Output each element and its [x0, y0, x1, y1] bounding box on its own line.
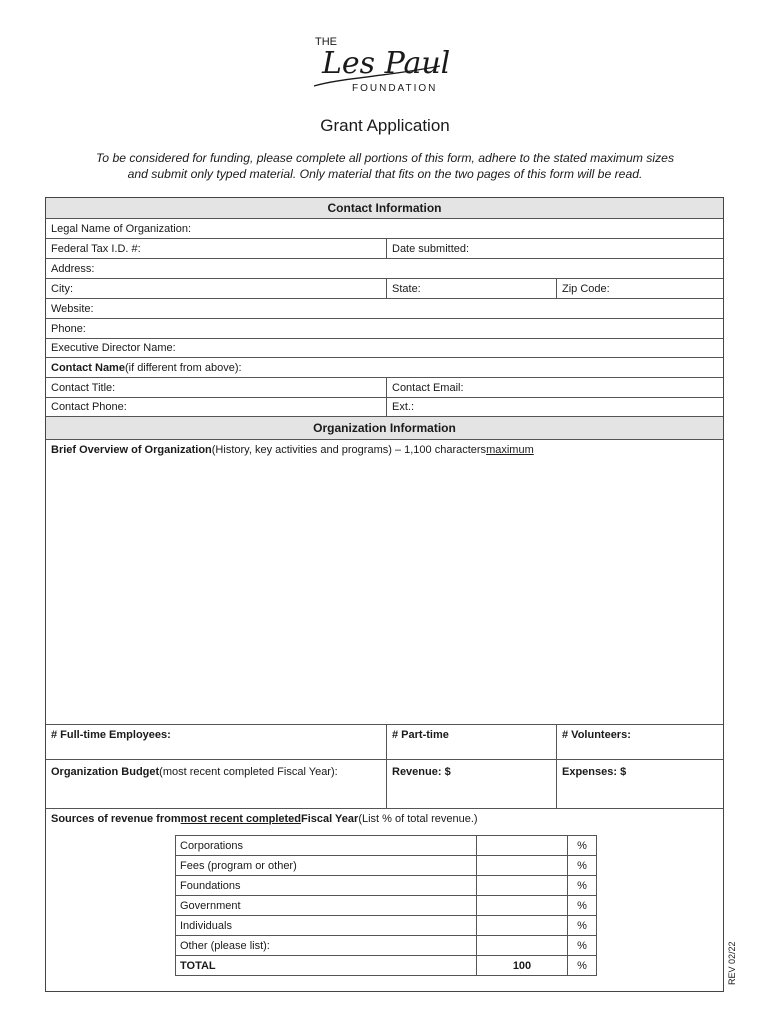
revenue-row — [176, 836, 597, 856]
revision-code: REV 02/22 — [727, 941, 737, 985]
revenue-source-label: Fees (program or other) — [176, 856, 477, 876]
tax-id-field[interactable]: Federal Tax I.D. #: — [51, 242, 141, 255]
part-time-label: # Part-time — [392, 729, 449, 741]
website-row[interactable] — [46, 299, 723, 319]
logo-script: Les Paul — [322, 46, 451, 81]
sources-label — [46, 809, 723, 829]
revenue-field[interactable] — [386, 760, 556, 808]
contact-name-label — [46, 358, 723, 377]
address-label: Address: — [51, 262, 95, 275]
contact-email-field[interactable]: Contact Email: — [386, 378, 723, 397]
overview-label — [46, 440, 723, 724]
revenue-source-percent-sign: % — [568, 956, 597, 976]
overview-row[interactable] — [46, 440, 723, 725]
expenses-label: Expenses: $ — [562, 766, 627, 778]
budget-field[interactable] — [46, 760, 386, 808]
exec-director-label: Executive Director Name: — [51, 342, 176, 354]
legal-name-label: Legal Name of Organization: — [51, 222, 192, 235]
contact-name-row[interactable] — [46, 358, 723, 378]
revenue-source-value[interactable] — [477, 836, 568, 856]
full-time-label: # Full-time Employees: — [51, 729, 171, 741]
volunteers-label: # Volunteers: — [562, 729, 631, 741]
contact-name-note: (if different from above): — [124, 361, 242, 374]
contact-header-label: Contact Information — [46, 198, 723, 218]
expenses-field[interactable] — [556, 760, 723, 808]
city-row — [46, 279, 723, 299]
website-label: Website: — [51, 302, 94, 315]
revenue-source-value[interactable] — [477, 876, 568, 896]
contact-phone-row — [46, 398, 723, 417]
sources-b: Fiscal Year — [301, 813, 359, 825]
phone-row[interactable] — [46, 319, 723, 339]
address-row[interactable] — [46, 259, 723, 279]
revenue-sources-table — [175, 835, 597, 976]
revenue-source-percent-sign: % — [568, 876, 597, 896]
contact-name-bold: Contact Name — [51, 361, 125, 374]
overview-note: (History, key activities and programs) – 1,100 characters — [211, 444, 487, 456]
sources-a: Sources of revenue from — [51, 813, 181, 825]
budget-note: (most recent completed Fiscal Year): — [159, 766, 338, 778]
org-header-label: Organization Information — [46, 417, 723, 439]
revenue-source-percent-sign: % — [568, 896, 597, 916]
contact-phone-field[interactable]: Contact Phone: — [51, 401, 127, 413]
employees-row — [46, 725, 723, 760]
revenue-source-percent-sign: % — [568, 836, 597, 856]
volunteers-field[interactable] — [556, 725, 723, 759]
intro-line-1: To be considered for funding, please complete all portions of this form, adhere to the stated maximum sizes — [95, 151, 675, 165]
revenue-row — [176, 876, 597, 896]
overview-bold: Brief Overview of Organization — [51, 444, 212, 456]
les-paul-foundation-logo — [300, 28, 460, 98]
revenue-source-label: Foundations — [176, 876, 477, 896]
date-submitted-field[interactable]: Date submitted: — [386, 239, 723, 258]
revenue-source-percent-sign: % — [568, 916, 597, 936]
revenue-row — [176, 916, 597, 936]
ext-field[interactable]: Ext.: — [386, 398, 723, 416]
grant-form — [45, 197, 724, 992]
sources-u: most recent completed — [180, 813, 302, 825]
legal-name-row[interactable] — [46, 219, 723, 239]
budget-row — [46, 760, 723, 809]
revenue-source-value[interactable] — [477, 896, 568, 916]
page-title: Grant Application — [320, 116, 450, 135]
revenue-source-percent-sign: % — [568, 856, 597, 876]
revenue-total-row — [176, 956, 597, 976]
contact-title-row — [46, 378, 723, 398]
overview-max: maximum — [486, 444, 534, 456]
revenue-row — [176, 936, 597, 956]
contact-title-field[interactable]: Contact Title: — [51, 381, 116, 394]
revenue-source-value[interactable] — [477, 856, 568, 876]
budget-bold: Organization Budget — [51, 766, 160, 778]
revenue-label: Revenue: $ — [392, 766, 451, 778]
revenue-source-percent-sign: % — [568, 936, 597, 956]
intro-text — [45, 150, 725, 182]
revenue-source-label: Other (please list): — [176, 936, 477, 956]
part-time-field[interactable] — [386, 725, 556, 759]
revenue-row — [176, 856, 597, 876]
org-section-header — [46, 417, 723, 440]
tax-id-row — [46, 239, 723, 259]
city-field[interactable]: City: — [51, 282, 73, 295]
logo-the: THE — [315, 36, 337, 48]
revenue-source-label: Individuals — [176, 916, 477, 936]
contact-section-header — [46, 198, 723, 219]
full-time-field[interactable] — [46, 725, 386, 759]
revenue-source-label: Corporations — [176, 836, 477, 856]
revenue-source-label: TOTAL — [176, 956, 477, 976]
state-field[interactable]: State: — [386, 279, 556, 298]
revenue-source-value[interactable] — [477, 936, 568, 956]
revenue-source-value[interactable]: 100 — [477, 956, 568, 976]
revenue-source-label: Government — [176, 896, 477, 916]
intro-line-2: and submit only typed material. Only material that fits on the two pages of this form will be read. — [127, 167, 643, 181]
phone-label: Phone: — [51, 322, 86, 335]
sources-note: (List % of total revenue.) — [358, 813, 478, 825]
zip-field[interactable]: Zip Code: — [556, 279, 723, 298]
revenue-row — [176, 896, 597, 916]
revenue-source-value[interactable] — [477, 916, 568, 936]
exec-director-row[interactable] — [46, 339, 723, 358]
logo-foundation: FOUNDATION — [352, 83, 438, 94]
